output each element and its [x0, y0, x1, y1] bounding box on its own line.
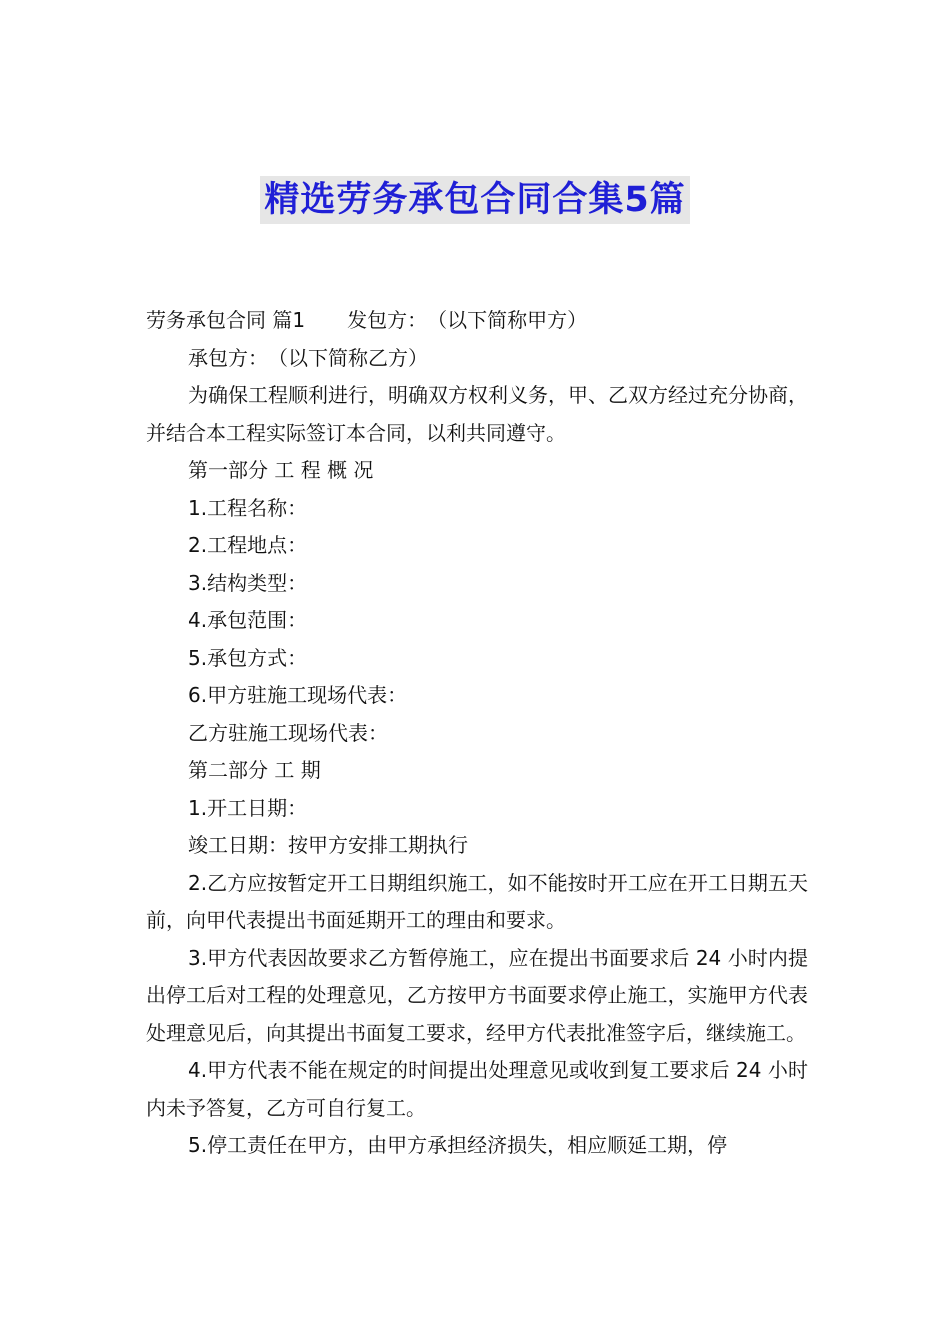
list-item: 4.承包范围： — [188, 608, 308, 632]
section-heading: 第一部分 工 程 概 况 — [188, 458, 374, 482]
list-item: 1.工程名称： — [188, 495, 308, 520]
list-item: 乙方驻施工现场代表： — [188, 720, 388, 745]
list-item: 2.工程地点： — [188, 533, 308, 557]
list-item: 3.结构类型： — [188, 570, 308, 595]
first-line — [146, 302, 808, 340]
party-a-line: 发包方： （以下简称甲方） — [347, 308, 588, 332]
title-area — [0, 176, 950, 224]
section-heading: 第二部分 工 期 — [188, 758, 321, 782]
document-body — [146, 302, 808, 1165]
list-item: 6.甲方驻施工现场代表： — [188, 683, 408, 707]
list-item: 1.开工日期： — [188, 795, 308, 820]
paragraph: 4.甲方代表不能在规定的时间提出处理意见或收到复工要求后 24 小时内未予答复，乙方可自行复工。 — [146, 1058, 808, 1120]
paragraph: 3.甲方代表因故要求乙方暂停施工，应在提出书面要求后 24 小时内提出停工后对工程的处理意见，乙方按甲方书面要求停止施工，实施甲方代表处理意见后，向其提出书面复工要求，经甲方代表批准签字后，继续施工。 — [146, 945, 808, 1045]
list-item: 竣工日期：按甲方安排工期执行 — [188, 833, 468, 857]
list-item: 5.承包方式： — [188, 645, 308, 670]
paragraph: 5.停工责任在甲方，由甲方承担经济损失，相应顺延工期，停 — [188, 1133, 728, 1157]
paragraph: 2.乙方应按暂定开工日期组织施工，如不能按时开工应在开工日期五天前，向甲代表提出书面延期开工的理由和要求。 — [146, 870, 808, 932]
paragraph: 承包方： （以下简称乙方） — [188, 345, 428, 370]
document-title: 精选劳务承包合同合集5篇 — [260, 176, 689, 224]
contract-heading: 劳务承包合同 篇1 — [146, 308, 306, 332]
paragraph: 为确保工程顺利进行，明确双方权利义务，甲、乙双方经过充分协商，并结合本工程实际签订本合同，以利共同遵守。 — [146, 383, 808, 445]
